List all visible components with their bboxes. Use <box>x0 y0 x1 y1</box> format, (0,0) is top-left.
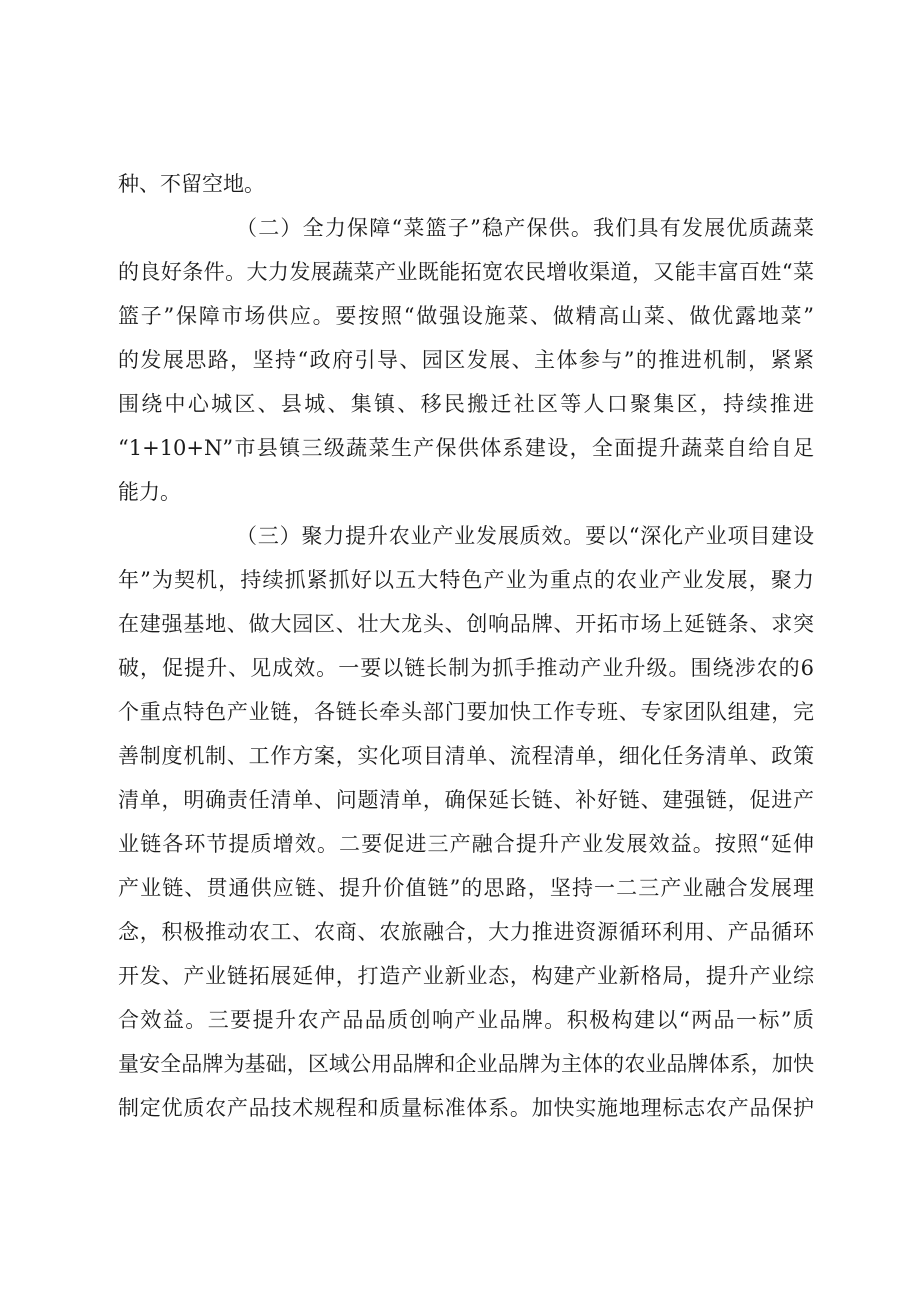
text-line: 在建强基地、做大园区、壮大龙头、创响品牌、开拓市场上延链条、求突 <box>118 612 814 636</box>
text-line: 业链各环节提质增效。二要促进三产融合提升产业发展效益。按照“延伸 <box>118 832 814 856</box>
text-line: 量安全品牌为基础，区域公用品牌和企业品牌为主体的农业品牌体系，加快 <box>118 1052 814 1076</box>
section-heading-2: （二）全力保障“菜篮子”稳产保供。我们具有发展优质蔬菜 <box>236 216 814 240</box>
text-line: 善制度机制、工作方案，实化项目清单、流程清单，细化任务清单、政策 <box>118 744 814 768</box>
text-line: 开发、产业链拓展延伸，打造产业新业态，构建产业新格局，提升产业综 <box>118 964 814 988</box>
text-line: 产业链、贯通供应链、提升价值链”的思路，坚持一二三产业融合发展理 <box>118 876 814 900</box>
text-line: 破，促提升、见成效。一要以链长制为抓手推动产业升级。围绕涉农的6 <box>118 656 814 680</box>
text-line: 制定优质农产品技术规程和质量标准体系。加快实施地理标志农产品保护 <box>118 1096 814 1120</box>
section-heading-3: （三）聚力提升农业产业发展质效。要以“深化产业项目建设 <box>236 524 814 548</box>
text-line: “1+10+N”市县镇三级蔬菜生产保供体系建设，全面提升蔬菜自给自足 <box>118 436 814 460</box>
text-line: 篮子”保障市场供应。要按照“做强设施菜、做精高山菜、做优露地菜” <box>118 304 814 328</box>
text-line: 念，积极推动农工、农商、农旅融合，大力推进资源循环利用、产品循环 <box>118 920 814 944</box>
text-line: 合效益。三要提升农产品品质创响产业品牌。积极构建以“两品一标”质 <box>118 1008 814 1032</box>
text-line: 的良好条件。大力发展蔬菜产业既能拓宽农民增收渠道，又能丰富百姓“菜 <box>118 260 814 284</box>
text-line: 能力。 <box>118 480 181 504</box>
text-line: 清单，明确责任清单、问题清单，确保延长链、补好链、建强链，促进产 <box>118 788 814 812</box>
text-line: 个重点特色产业链，各链长牵头部门要加快工作专班、专家团队组建，完 <box>118 700 814 724</box>
text-line: 围绕中心城区、县城、集镇、移民搬迁社区等人口聚集区，持续推进 <box>118 392 814 416</box>
text-line: 年”为契机，持续抓紧抓好以五大特色产业为重点的农业产业发展，聚力 <box>118 568 814 592</box>
text-line: 种、不留空地。 <box>118 172 265 196</box>
text-line: 的发展思路，坚持“政府引导、园区发展、主体参与”的推进机制，紧紧 <box>118 348 814 372</box>
